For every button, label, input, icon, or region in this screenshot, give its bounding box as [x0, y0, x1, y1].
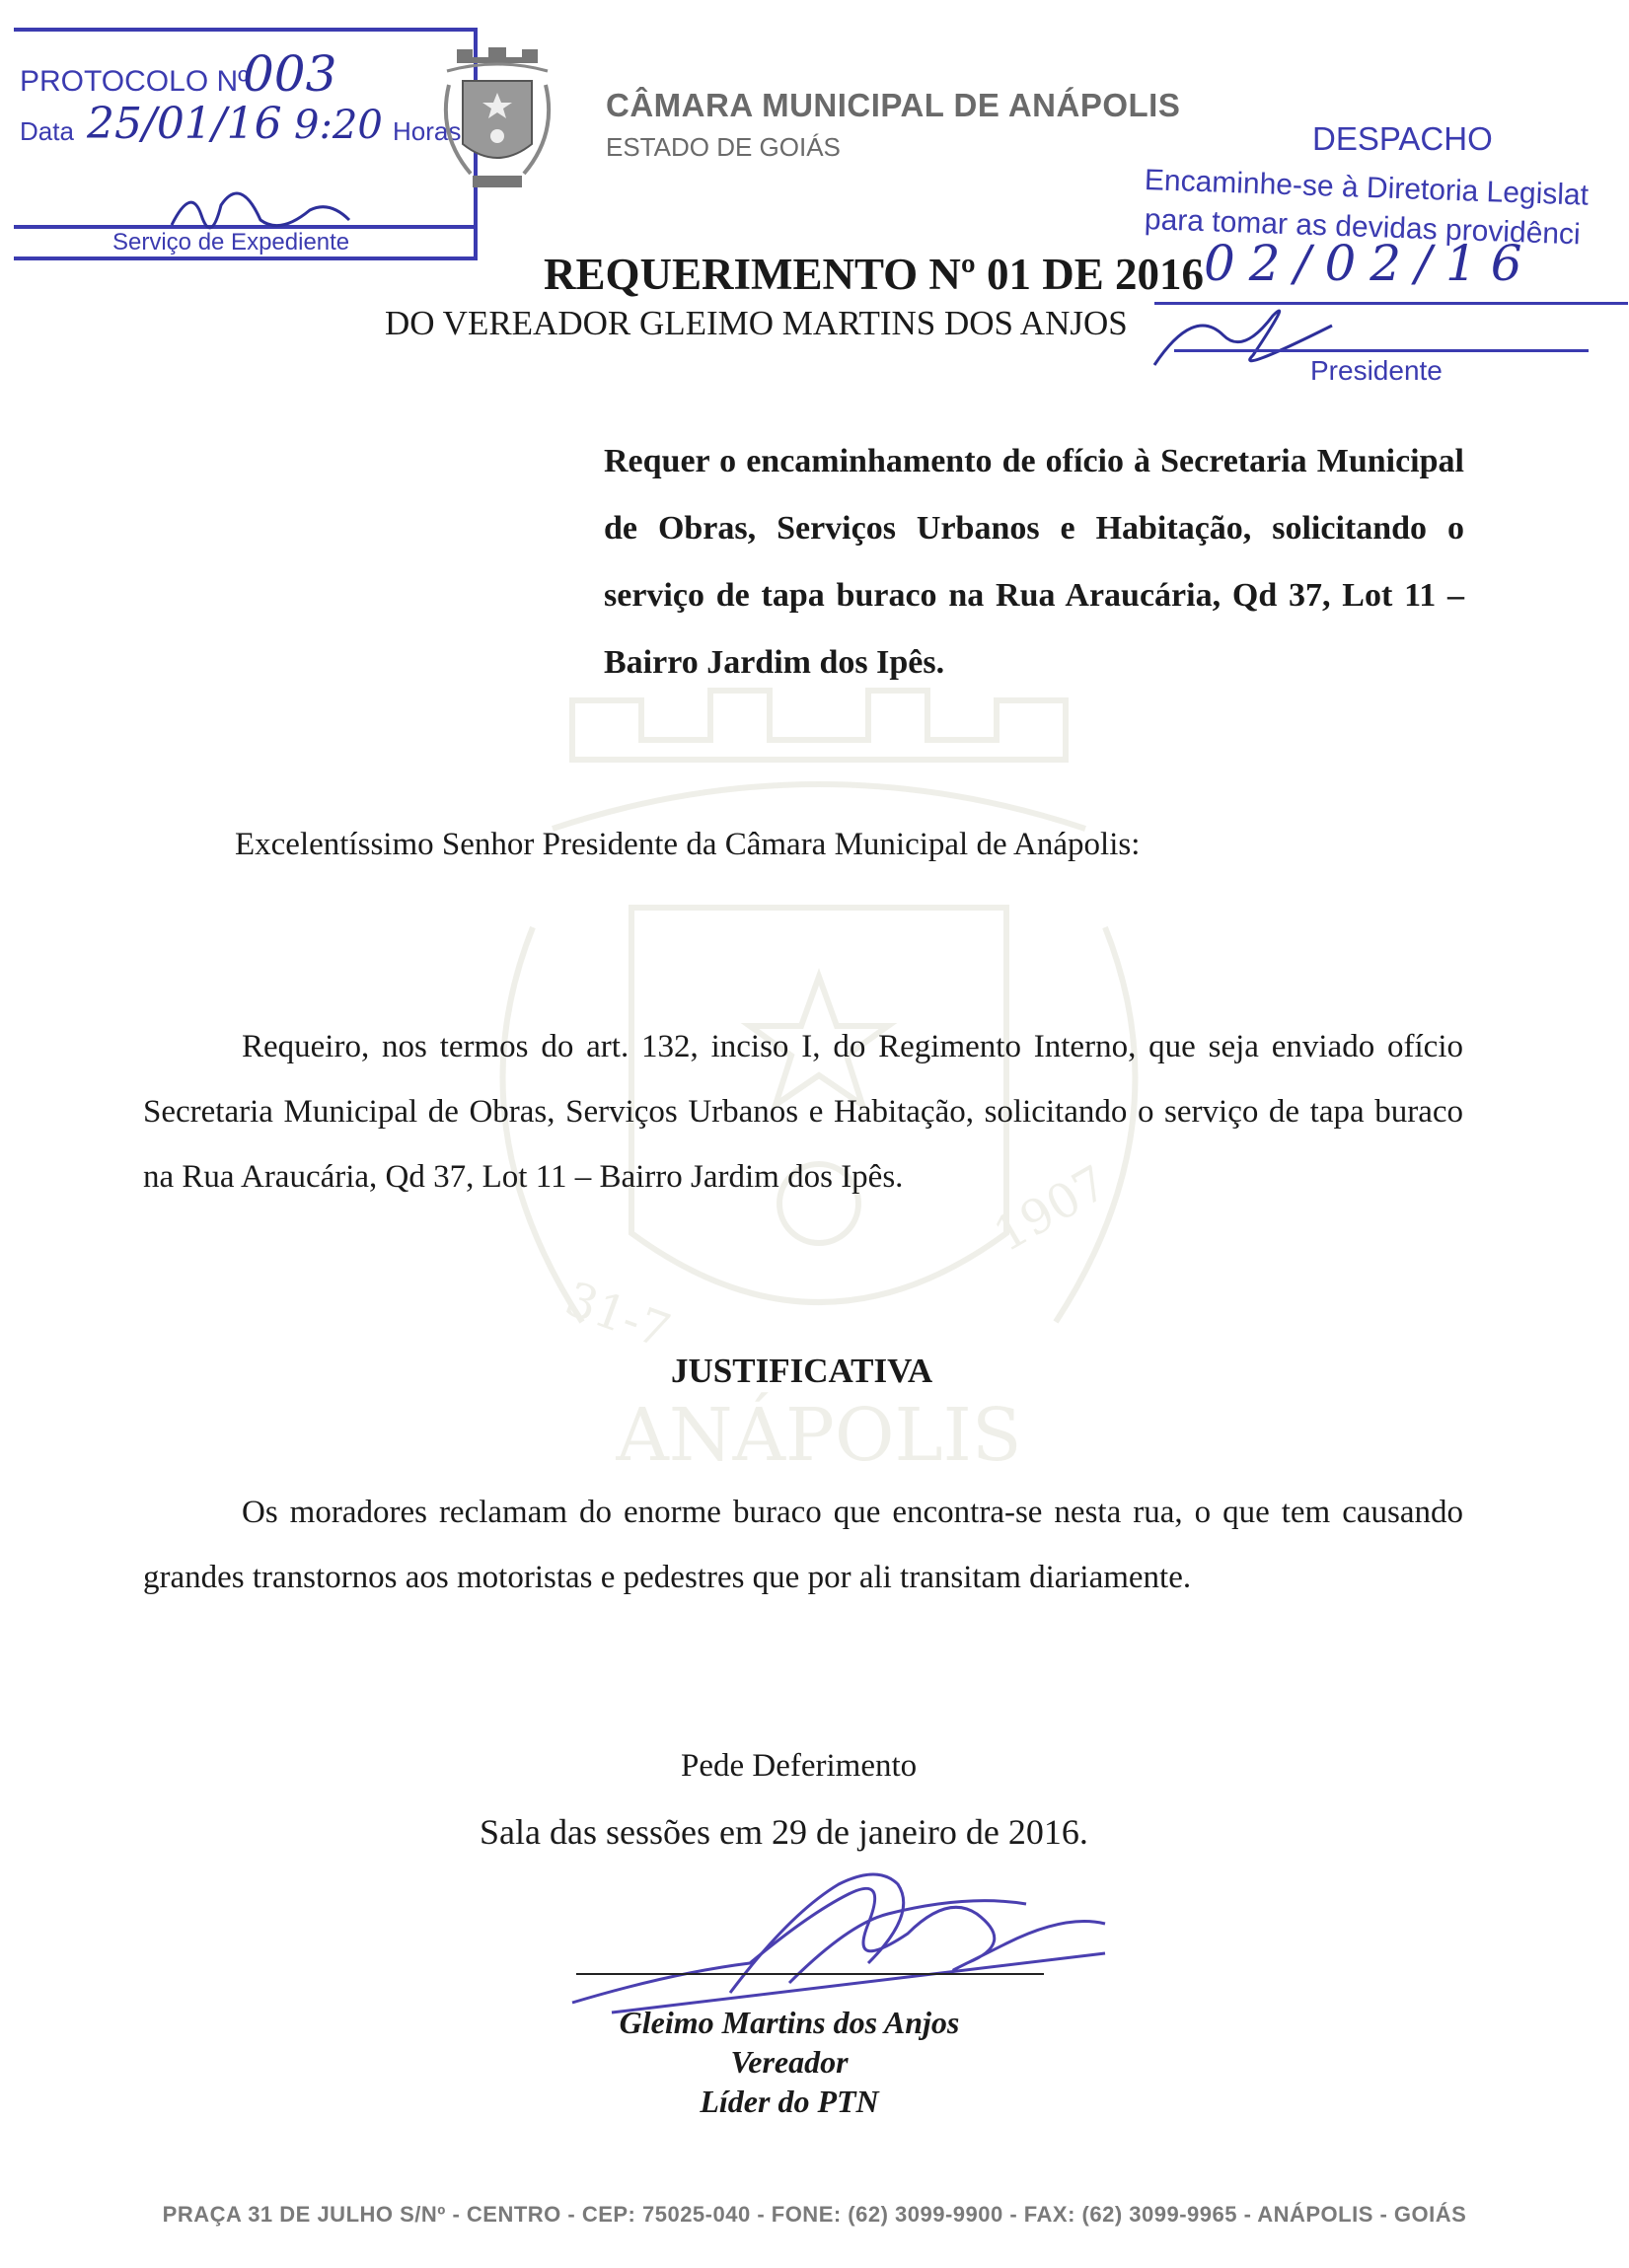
watermark-date: 31-7 [557, 1271, 678, 1360]
stamp-top-border [14, 28, 478, 32]
municipal-crest-icon [437, 45, 557, 193]
justification-heading: JUSTIFICATIVA [671, 1352, 933, 1390]
council-name: CÂMARA MUNICIPAL DE ANÁPOLIS [606, 87, 1181, 123]
request-paragraph: Requeiro, nos termos do art. 132, inciso I, do Regimento Interno, que seja enviado ofício Secretaria Municipal de Obras, Serviços Urbanos e Habitação, solicitando o serviço de tapa buraco na Rua Araucária, Qd 37, Lot 11 – Bairro Jardim dos Ipês. [143, 1029, 1463, 1195]
watermark-city: ANÁPOLIS [616, 1393, 1022, 1470]
despacho-line2: para tomar as devidas providênci [1144, 203, 1582, 252]
despacho-date: 02/02/16 [1204, 235, 1536, 292]
despacho-role: Presidente [1310, 355, 1443, 386]
protocol-stamp [14, 28, 478, 260]
despacho-sign-line [1174, 349, 1589, 352]
date-value: 25/01/16 [87, 99, 282, 149]
signature-line [576, 1973, 1044, 1975]
signature [553, 1855, 1145, 2022]
time-value: 9:20 [294, 103, 383, 148]
justification-paragraph: Os moradores reclamam do enorme buraco que encontra-se nesta rua, o que tem causando grandes transtornos aos motoristas e pedestres que por ali transitam diariamente. [143, 1495, 1463, 1595]
protocol-label: PROTOCOLO Nº [20, 65, 250, 98]
request-summary: Requer o encaminhamento de ofício à Secretaria Municipal de Obras, Serviços Urbanos e Habitação, solicitando o serviço de tapa buraco na Rua Araucária, Qd 37, Lot 11 – Bairro Jardim dos Ipês. [604, 443, 1464, 681]
protocol-number: 003 [243, 45, 337, 103]
signer-name: Gleimo Martins dos Anjos [619, 2005, 960, 2040]
footer-address: PRAÇA 31 DE JULHO S/Nº - CENTRO - CEP: 75025-040 - FONE: (62) 3099-9900 - FAX: (62) 3099-9965 - ANÁPOLIS - GOIÁS [162, 2202, 1467, 2227]
signer-role: Vereador [730, 2044, 849, 2080]
salutation: Excelentíssimo Senhor Presidente da Câmara Municipal de Anápolis: [235, 827, 1141, 862]
despacho-line1: Encaminhe-se à Diretoria Legislat [1144, 164, 1590, 212]
document-title: REQUERIMENTO Nº 01 DE 2016 [543, 250, 1205, 299]
signer-block [523, 2003, 1056, 2121]
service-label: Serviço de Expediente [112, 229, 350, 256]
signer-party: Líder do PTN [700, 2084, 879, 2119]
closing-request: Pede Deferimento [681, 1748, 918, 1784]
state-name: ESTADO DE GOIÁS [606, 132, 841, 162]
despacho-title: DESPACHO [1312, 120, 1493, 157]
place-and-date: Sala das sessões em 29 de janeiro de 2016. [480, 1812, 1088, 1852]
hours-label: Horas [393, 116, 462, 146]
document-subtitle: DO VEREADOR GLEIMO MARTINS DOS ANJOS [385, 304, 1128, 342]
watermark-year: 1907 [985, 1154, 1117, 1264]
date-label: Data [20, 116, 74, 146]
